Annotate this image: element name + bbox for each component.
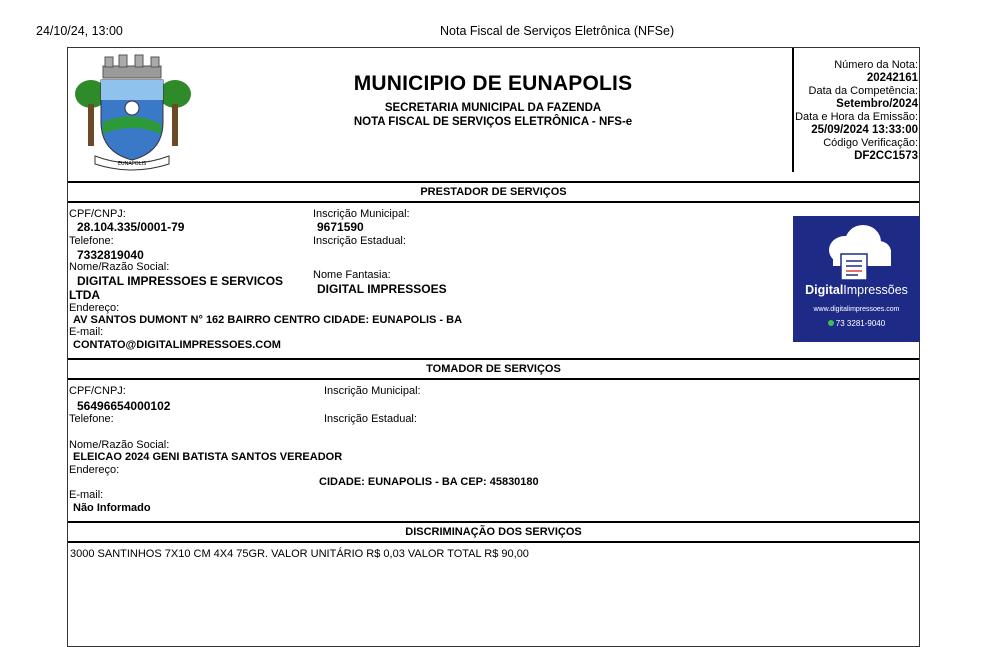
customer-municipal-registration-label: Inscrição Municipal: bbox=[324, 385, 421, 397]
print-page-title: Nota Fiscal de Serviços Eletrônica (NFSe) bbox=[440, 24, 675, 38]
provider-municipal-registration-label: Inscrição Municipal: bbox=[313, 208, 410, 220]
note-info-box bbox=[792, 48, 919, 172]
whatsapp-icon bbox=[828, 320, 834, 326]
provider-email-label: E-mail: bbox=[69, 326, 104, 338]
note-number-label: Número da Nota: bbox=[834, 59, 918, 71]
competence-date-label: Data da Competência: bbox=[808, 85, 918, 97]
municipality-name: MUNICIPIO DE EUNAPOLIS bbox=[353, 72, 633, 95]
customer-name-value: ELEICAO 2024 GENI BATISTA SANTOS VEREADOR bbox=[73, 451, 343, 463]
document-type-title: NOTA FISCAL DE SERVIÇOS ELETRÔNICA - NFS-e bbox=[353, 116, 633, 128]
issue-datetime-label: Data e Hora da Emissão: bbox=[795, 111, 918, 123]
provider-name-line2: LTDA bbox=[69, 288, 101, 302]
provider-email-value: CONTATO@DIGITALIMPRESSOES.COM bbox=[73, 339, 281, 351]
provider-logo-banner bbox=[793, 216, 920, 342]
provider-address-value: AV SANTOS DUMONT N° 162 BAIRRO CENTRO CIDADE: EUNAPOLIS - BA bbox=[73, 314, 463, 326]
provider-phone-value: 7332819040 bbox=[77, 248, 144, 262]
customer-phone-label: Telefone: bbox=[69, 413, 114, 425]
competence-date-value: Setembro/2024 bbox=[836, 98, 918, 110]
svg-text:EUNAPOLIS: EUNAPOLIS bbox=[117, 161, 147, 167]
note-number-value: 20242161 bbox=[866, 72, 918, 84]
customer-state-registration-label: Inscrição Estadual: bbox=[324, 413, 417, 425]
customer-email-label: E-mail: bbox=[69, 489, 104, 501]
municipal-coat-of-arms-icon bbox=[71, 52, 193, 174]
secretariat-name: SECRETARIA MUNICIPAL DA FAZENDA bbox=[384, 102, 602, 114]
document-header bbox=[68, 48, 919, 181]
provider-website: www.digitalimpressoes.com bbox=[813, 306, 900, 313]
provider-brand-rest: Impressões bbox=[843, 283, 908, 297]
provider-section-header: PRESTADOR DE SERVIÇOS bbox=[68, 181, 919, 203]
provider-name-label: Nome/Razão Social: bbox=[69, 261, 170, 273]
customer-address-label: Endereço: bbox=[69, 464, 120, 476]
customer-cnpj-label: CPF/CNPJ: bbox=[69, 385, 126, 397]
services-description: 3000 SANTINHOS 7X10 CM 4X4 75GR. VALOR UNITÁRIO R$ 0,03 VALOR TOTAL R$ 90,00 bbox=[70, 548, 529, 560]
provider-whatsapp bbox=[793, 319, 920, 328]
services-section-header: DISCRIMINAÇÃO DOS SERVIÇOS bbox=[68, 521, 919, 543]
provider-cnpj-value: 28.104.335/0001-79 bbox=[77, 220, 185, 234]
print-header bbox=[36, 24, 736, 40]
provider-state-registration-label: Inscrição Estadual: bbox=[313, 235, 406, 247]
provider-trade-name-label: Nome Fantasia: bbox=[313, 269, 391, 281]
issuer-title-block bbox=[258, 72, 728, 128]
provider-brand-name bbox=[793, 283, 920, 297]
print-datetime: 24/10/24, 13:00 bbox=[36, 24, 123, 38]
provider-address-label: Endereço: bbox=[69, 302, 120, 314]
provider-name-line1: DIGITAL IMPRESSOES E SERVICOS bbox=[77, 274, 284, 288]
provider-whatsapp-number: 73 3281-9040 bbox=[835, 319, 886, 328]
customer-section-header: TOMADOR DE SERVIÇOS bbox=[68, 358, 919, 380]
provider-brand-bold: Digital bbox=[805, 283, 844, 297]
provider-trade-name-value: DIGITAL IMPRESSOES bbox=[317, 282, 447, 296]
customer-address-value: CIDADE: EUNAPOLIS - BA CEP: 45830180 bbox=[319, 476, 539, 488]
cloud-printer-icon bbox=[793, 216, 920, 282]
issue-datetime-value: 25/09/2024 13:33:00 bbox=[811, 124, 918, 136]
verification-code-value: DF2CC1573 bbox=[854, 150, 918, 162]
provider-phone-label: Telefone: bbox=[69, 235, 114, 247]
customer-cnpj-value: 56496654000102 bbox=[77, 399, 171, 413]
customer-email-value: Não Informado bbox=[73, 502, 151, 514]
provider-municipal-registration-value: 9671590 bbox=[317, 220, 364, 234]
verification-code-label: Código Verificação: bbox=[823, 137, 918, 149]
nfse-document bbox=[67, 47, 920, 647]
provider-cnpj-label: CPF/CNPJ: bbox=[69, 208, 126, 220]
customer-name-label: Nome/Razão Social: bbox=[69, 439, 170, 451]
